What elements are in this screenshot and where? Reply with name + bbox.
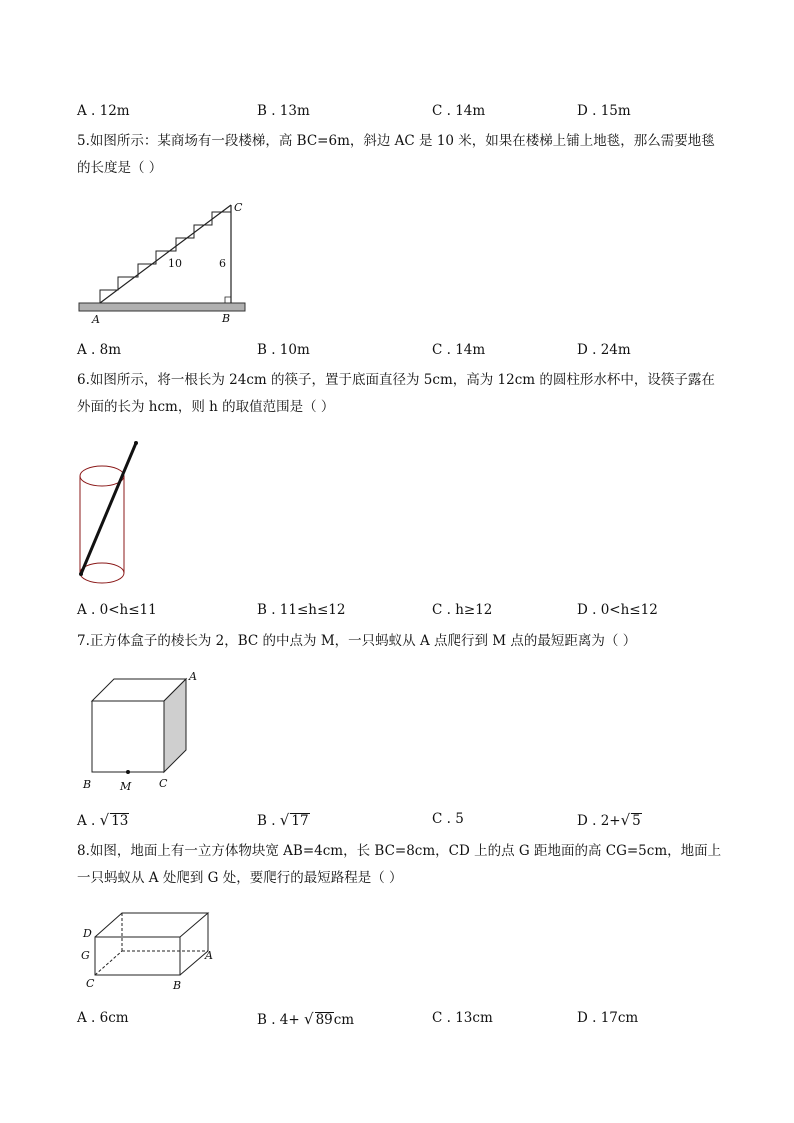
q8-question-text: 8.如图，地面上有一立方体物块宽 AB=4cm，长 BC=8cm，CD 上的点 G 距地面的高 CG=5cm，地面上一只蚂蚁从 A 处爬到 G 处，要爬行的最短路程是（ ） [77, 843, 722, 886]
hypotenuse-ac [100, 205, 231, 303]
label-m: M [120, 780, 132, 793]
q5-option-b: B . 10m [257, 342, 310, 358]
q7-option-a: A . √ 13 [77, 811, 129, 829]
q8-option-a: A . 6cm [77, 1010, 129, 1026]
cube-front-face [92, 701, 164, 772]
stairs [100, 212, 231, 303]
label-c: C [159, 777, 168, 790]
q6-option-c: C . h≥12 [432, 602, 493, 618]
q6-option-a: A . 0<h≤11 [77, 602, 157, 618]
label-d: D [83, 927, 92, 940]
box-front-face [95, 937, 180, 975]
q5-option-a: A . 8m [77, 342, 122, 358]
q6-question-text: 6.如图所示，将一根长为 24cm 的筷子，置于底面直径为 5cm，高为 12cm 的圆柱形水杯中，设筷子露在外面的长为 hcm，则 h 的取值范围是（ ） [77, 372, 715, 415]
label-g: G [81, 949, 90, 962]
q5-option-d: D . 24m [577, 342, 631, 358]
q8-option-d: D . 17cm [577, 1010, 639, 1026]
q6-cylinder-figure [72, 435, 162, 595]
label-c: C [234, 201, 243, 214]
label-height: 6 [219, 257, 226, 270]
q5-staircase-figure [70, 195, 260, 335]
q7-option-b: B . √ 17 [257, 811, 309, 829]
hidden-edge-diagonal [95, 951, 122, 975]
box-right-face [180, 913, 208, 975]
q7-cube-figure [80, 668, 210, 798]
cylinder-top [80, 466, 124, 486]
q4-option-b: B . 13m [257, 103, 310, 119]
ground-bar [79, 303, 245, 311]
q8-box-figure [78, 905, 228, 995]
label-hypotenuse: 10 [168, 257, 182, 270]
chopstick-bottom-end [79, 572, 83, 576]
q8-option-b: B . 4+ √ 89cm [257, 1010, 355, 1028]
q7-option-d: D . 2+√ 5 [577, 811, 641, 829]
label-c: C [86, 977, 95, 990]
label-b: B [222, 312, 231, 325]
point-m [126, 770, 130, 774]
q5-option-c: C . 14m [432, 342, 486, 358]
chopstick [81, 443, 136, 574]
q7-option-c: C . 5 [432, 811, 464, 827]
label-a: A [189, 670, 197, 683]
cylinder-bottom [80, 563, 124, 583]
label-a: A [205, 949, 213, 962]
q4-option-c: C . 14m [432, 103, 486, 119]
label-a: A [92, 313, 100, 326]
box-top-face [95, 913, 208, 937]
label-b: B [173, 979, 182, 992]
q8-option-c: C . 13cm [432, 1010, 493, 1026]
chopstick-top-end [134, 441, 138, 445]
q5-question-text: 5.如图所示：某商场有一段楼梯，高 BC=6m，斜边 AC 是 10 米，如果在楼梯上铺上地毯，那么需要地毯的长度是（ ） [77, 133, 715, 176]
q4-option-d: D . 15m [577, 103, 631, 119]
label-b: B [83, 778, 92, 791]
q4-option-a: A . 12m [77, 103, 130, 119]
q7-question-text: 7.正方体盒子的棱长为 2，BC 的中点为 M，一只蚂蚁从 A 点爬行到 M 点的最短距离为（ ） [77, 633, 637, 649]
q6-option-b: B . 11≤h≤12 [257, 602, 346, 618]
right-angle-mark [225, 297, 231, 303]
q6-option-d: D . 0<h≤12 [577, 602, 658, 618]
